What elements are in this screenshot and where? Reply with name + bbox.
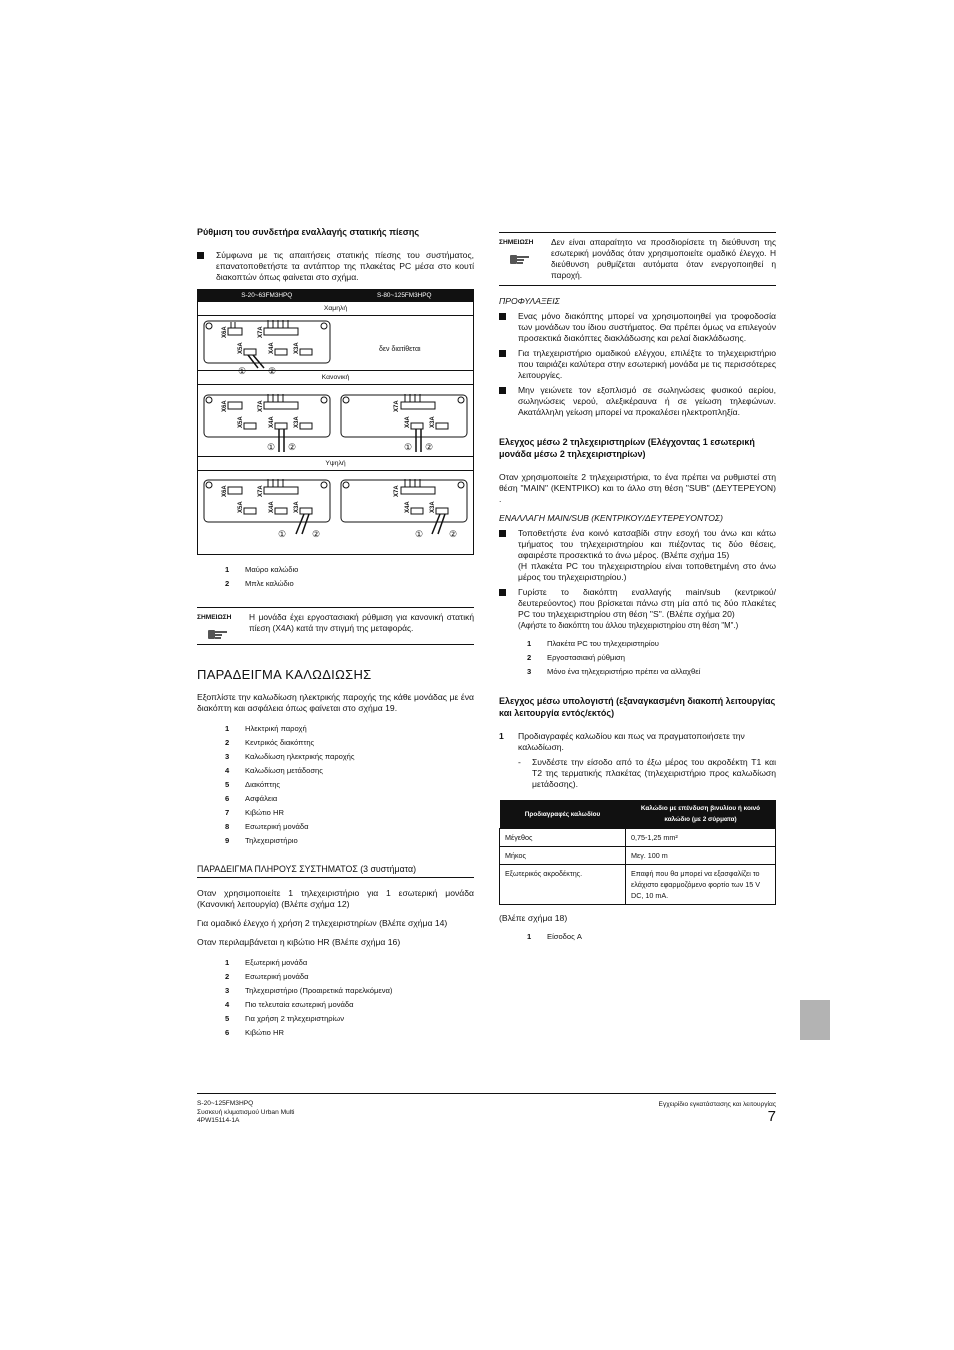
footer-model: S-20~125FM3HPQ <box>197 1100 254 1107</box>
row-label-low: Χαμηλή <box>198 302 473 316</box>
switch-list <box>527 637 776 679</box>
caution-item: Για τηλεχειριστήριο ομαδικού ελέγχου, επιλέξτε το τηλεχειριστήριο που ταιριάζει καλύτερα στην εσωτερική μονάδα με τις περισσότερες λειτουργίες. <box>499 348 776 381</box>
full-system-list <box>225 956 474 1040</box>
list-item: 5 Διακόπτης <box>225 780 281 789</box>
svg-text:X3A: X3A <box>294 416 300 428</box>
diagram-col-small: S-20~63FM3HPQ <box>241 292 293 299</box>
switch-title: ΕΝΑΛΛΑΓΗ MAIN/SUB (ΚΕΝΤΡΙΚΟΥ/ΔΕΥΤΕΡΕΥΟΝΤΟΣ) <box>499 513 723 523</box>
svg-text:②: ② <box>268 366 277 376</box>
svg-text:X5A: X5A <box>238 501 244 513</box>
svg-text:①: ① <box>415 529 424 539</box>
board-high-small <box>204 479 330 534</box>
list-item: 3 Καλωδίωση ηλεκτρικής παροχής <box>225 752 355 761</box>
svg-text:X3A: X3A <box>294 501 300 513</box>
note-factory-setting <box>197 607 474 645</box>
svg-text:X6A: X6A <box>222 326 228 338</box>
wiring-example-title: ΠΑΡΑΔΕΙΓΜΑ ΚΑΛΩΔΙΩΣΗΣ <box>197 667 372 682</box>
svg-text:X7A: X7A <box>394 400 400 412</box>
list-item: 1 Εξωτερική μονάδα <box>225 958 308 967</box>
left-column <box>197 226 474 1048</box>
switch-step-2: Γυρίστε το διακόπτη εναλλαγής main/sub (κεντρικού/ δευτερεύοντος) που βρίσκεται πάνω στη μία από τις δύο πλακέτες PC του τηλεχειριστηρίου στη θέση "S". (Βλέπε σχήμα 20) (Αφήστε το διακόπτη του άλλου τηλεχειριστηρίου στη θέση "M".) <box>499 587 776 631</box>
pointing-hand-icon <box>509 253 531 265</box>
input-list <box>527 930 776 944</box>
computer-subitem: - Συνδέστε την είσοδο από το έξω μέρος του ακροδέκτη T1 και T2 της τερματικής πλακέτας (τηλεχειριστήριο προς καλωδίωση μετάδοσης). <box>518 757 776 789</box>
svg-text:X4A: X4A <box>269 501 275 513</box>
list-item: 9 Τηλεχειριστήριο <box>225 836 298 845</box>
cable-spec-table <box>499 800 776 905</box>
computer-item-1: 1 Προδιαγραφές καλωδίου και πως να πραγματοποιήσετε την καλωδίωση. <box>499 731 745 752</box>
list-item: 1 Πλακέτα PC του τηλεχειριστηρίου <box>527 639 659 648</box>
cable-list <box>225 563 474 591</box>
svg-text:X5A: X5A <box>238 416 244 428</box>
list-item: 2 Μπλε καλώδιο <box>225 579 294 588</box>
list-item: 2 Κεντρικός διακόπτης <box>225 738 315 747</box>
svg-text:X7A: X7A <box>258 326 264 338</box>
list-item: 3 Μόνο ένα τηλεχειριστήριο πρέπει να αλλαχθεί <box>527 667 701 676</box>
static-pressure-title: Ρύθμιση του συνδετήρα εναλλαγής στατικής πίεσης <box>197 227 420 237</box>
note-label: ΣΗΜΕΙΩΣΗ <box>197 612 249 640</box>
svg-text:X7A: X7A <box>394 485 400 497</box>
svg-text:X4A: X4A <box>269 342 275 354</box>
note-label: ΣΗΜΕΙΩΣΗ <box>499 237 551 281</box>
table-header: Καλώδιο με επένδυση βινυλίου ή κοινό καλώδιο (με 2 σύρματα) <box>626 800 776 829</box>
full-system-p3: Οταν περιλαμβάνεται η κιβώτιο HR (Βλέπε σχήμα 16) <box>197 937 401 947</box>
list-item: 3 Τηλεχειριστήριο (Προαιρετικά παρελκόμενα) <box>225 986 393 995</box>
svg-text:X6A: X6A <box>222 485 228 497</box>
svg-text:X4A: X4A <box>405 416 411 428</box>
svg-text:①: ① <box>267 442 276 452</box>
row-label-high: Υψηλή <box>198 456 473 471</box>
footer-divider <box>197 1093 776 1094</box>
list-item: 1 Μαύρο καλώδιο <box>225 565 299 574</box>
svg-text:②: ② <box>288 442 297 452</box>
svg-text:X5A: X5A <box>238 342 244 354</box>
board-low-small <box>204 320 330 368</box>
table-row: Εξωτερικός ακροδέκτης. Επαφή που θα μπορεί να εξασφαλίζει το ελάχιστο εφαρμοζόμενο φορτίο των 15 V DC, 10 mA. <box>500 865 776 905</box>
wiring-list <box>225 722 474 848</box>
table-row: Μέγεθος 0,75-1,25 mm² <box>500 829 776 847</box>
list-item: 2 Εργοστασιακή ρύθμιση <box>527 653 625 662</box>
svg-text:X3A: X3A <box>430 501 436 513</box>
table-row: Μήκος Μεγ. 100 m <box>500 847 776 865</box>
chapter-tab <box>800 1000 830 1040</box>
cautions-title: ΠΡΟΦΥΛΑΞΕΙΣ <box>499 296 560 306</box>
switch-step-1-note: (Η πλακέτα PC του τηλεχειριστηρίου είναι τοποθετημένη στο άνω μέρος του τηλεχειριστηρίου.) <box>518 561 776 582</box>
list-item: 1 Ηλεκτρική παροχή <box>225 724 307 733</box>
svg-text:δεν διατίθεται: δεν διατίθεται <box>379 346 421 353</box>
two-remote-paragraph: Οταν χρησιμοποιείτε 2 τηλεχειριστήρια, το ένα πρέπει να ρυθμιστεί στη θέση "MAIN" (ΚΕΝΤΡΙΚΟ) και το άλλο στη θέση "SUB" (ΔΕΥΤΕΡΕΥΟΝ) . <box>499 472 776 504</box>
diagram-col-large: S-80~125FM3HPQ <box>376 292 432 299</box>
footer-manual-title: Εγχειρίδιο εγκατάστασης και λειτουργίας <box>658 1101 776 1108</box>
footer-code: 4PW15114-1A <box>197 1117 240 1124</box>
page-number: 7 <box>767 1108 776 1125</box>
note-text: Η μονάδα έχει εργοστασιακή ρύθμιση για κανονική στατική πίεση (X4A) κατά την στιγμή της μεταφοράς. <box>249 612 474 633</box>
table-header: Προδιαγραφές καλωδίου <box>500 800 626 829</box>
svg-text:②: ② <box>449 529 458 539</box>
switch-step-2-note: (Αφήστε το διακόπτη του άλλου τηλεχειριστηρίου στη θέση "M".) <box>518 621 739 630</box>
switch-step-1: Τοποθετήστε ένα κοινό κατσαβίδι στην εσοχή του άνω και κάτω τμήματος του τηλεχειριστηρίου και πιέζοντας τις δύο θέσεις, αφαιρέστε προσεκτικά το άνω μέρος. (Βλέπε σχήμα 15) (Η πλακέτα PC του τηλεχειριστηρίου είναι τοποθετημένη στο άνω μέρος του τηλεχειριστηρίου.) <box>499 528 776 583</box>
svg-text:①: ① <box>238 366 247 376</box>
static-pressure-diagram <box>197 289 474 555</box>
computer-control-title: Ελεγχος μέσω υπολογιστή (εξαναγκασμένη διακοπή λειτουργίας και λειτουργία εντός/εκτός) <box>499 696 776 718</box>
list-item: 5 Για χρήση 2 τηλεχειριστηρίων <box>225 1014 345 1023</box>
list-item: 2 Εσωτερική μονάδα <box>225 972 309 981</box>
list-item: 7 Κιβώτιο HR <box>225 808 284 817</box>
caution-item: Ενας μόνο διακόπτης μπορεί να χρησιμοποιηθεί για τροφοδοσία των μονάδων του ίδιου συστήματος. Θα πρέπει όμως να επιλεγούν προσεκτικά διακόπτες διακλάδωσης και ρελαί διακλάδωσης. <box>499 311 776 344</box>
full-system-p2: Για ομαδικό έλεγχο ή χρήση 2 τηλεχειριστηρίων (Βλέπε σχήμα 14) <box>197 918 448 928</box>
svg-text:①: ① <box>404 442 413 452</box>
note-text: Δεν είναι απαραίτητο να προσδιορίσετε τη διεύθυνση της εσωτερική μονάδας όταν χρησιμοποιείτε ομαδικό έλεγχο. Η διεύθυνση ρυθμίζεται αυτόματα όταν ενεργοποιηθεί η παροχή. <box>551 237 776 280</box>
footer-product: Συσκευή κλιματισμού Urban Multi <box>197 1108 295 1116</box>
see-figure-18: (Βλέπε σχήμα 18) <box>499 913 568 923</box>
svg-text:X7A: X7A <box>258 485 264 497</box>
svg-text:X4A: X4A <box>405 501 411 513</box>
svg-text:①: ① <box>278 529 287 539</box>
list-item: 6 Κιβώτιο HR <box>225 1028 284 1037</box>
list-item: 8 Εσωτερική μονάδα <box>225 822 309 831</box>
row-label-normal: Κανονική <box>198 370 473 385</box>
svg-text:X3A: X3A <box>294 342 300 354</box>
svg-text:X3A: X3A <box>430 416 436 428</box>
footer-left <box>197 1100 295 1126</box>
board-high-large <box>341 479 467 534</box>
list-item: 4 Καλωδίωση μετάδοσης <box>225 766 323 775</box>
svg-text:X6A: X6A <box>222 400 228 412</box>
static-pressure-bullet: Σύμφωνα με τις απαιτήσεις στατικής πίεσης του συστήματος, επανατοποθετήστε τα αντάπτορ της πλακέτας PC μέσα στο κουτί διακοπτών όπως φαίνεται στο σχήμα. <box>197 250 474 283</box>
svg-text:X4A: X4A <box>269 416 275 428</box>
svg-text:X7A: X7A <box>258 400 264 412</box>
pointing-hand-icon <box>207 628 229 640</box>
two-remote-title: Ελεγχος μέσω 2 τηλεχειριστηρίων (Ελέγχοντας 1 εσωτερική μονάδα μέσω 2 τηλεχειριστηρίων) <box>499 437 755 459</box>
caution-item: Μην γειώνετε τον εξοπλισμό σε σωληνώσεις φυσικού αερίου, σωληνώσεις νερού, αλεξικέραυνα ή σε γείωση τηλεφώνων. Ακατάλληλη γείωση μπορεί να προκαλέσει ηλεκτροπληξία. <box>499 385 776 418</box>
list-item: 4 Πιο τελευταία εσωτερική μονάδα <box>225 1000 354 1009</box>
full-system-p1: Οταν χρησιμοποιείτε 1 τηλεχειριστήριο για 1 εσωτερική μονάδα (Κανονική λειτουργία) (Βλέπε σχήμα 12) <box>197 888 474 909</box>
list-item: 1 Είσοδος A <box>527 932 582 941</box>
connector-boards-svg <box>198 290 473 554</box>
list-item: 6 Ασφάλεια <box>225 794 278 803</box>
right-column <box>499 232 776 952</box>
wiring-intro: Εξοπλίστε την καλωδίωση ηλεκτρικής παροχής της κάθε μονάδας με ένα διακόπτη και ασφάλεια όπως φαίνεται στο σχήμα 19. <box>197 692 474 713</box>
note-group-address <box>499 232 776 286</box>
full-system-title: ΠΑΡΑΔΕΙΓΜΑ ΠΛΗΡΟΥΣ ΣΥΣΤΗΜΑΤΟΣ (3 συστήματα) <box>197 864 474 878</box>
svg-text:②: ② <box>425 442 434 452</box>
svg-text:②: ② <box>312 529 321 539</box>
